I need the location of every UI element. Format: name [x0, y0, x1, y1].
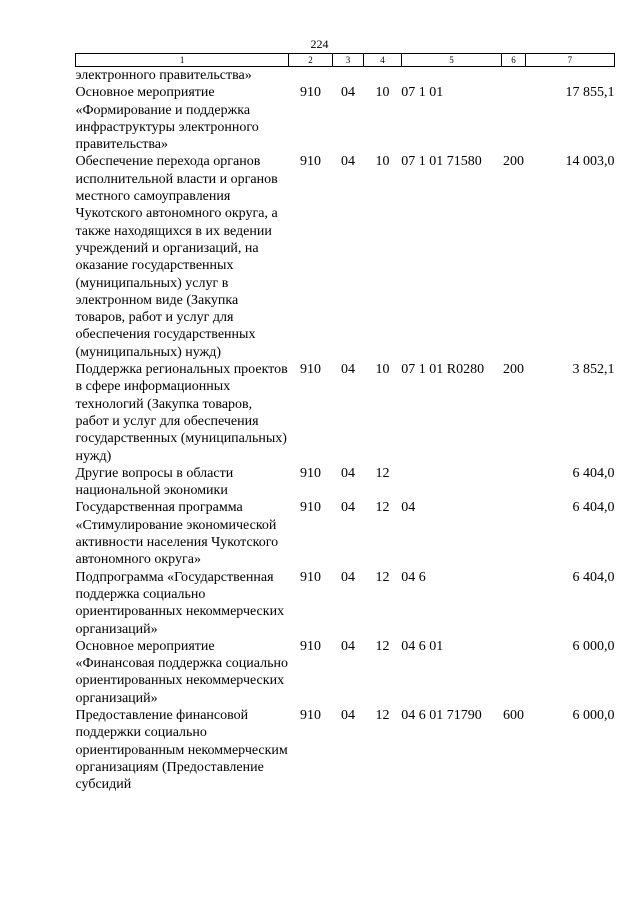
expense-type-code [502, 569, 525, 638]
expense-type-code [502, 84, 525, 153]
table-row [76, 67, 615, 85]
amount: 17 855,1 [565, 85, 615, 101]
page-number: 224 [310, 37, 329, 51]
item-name: Государственная программа «Стимулирование экономической активности населения Чукотского автономного округа» [75, 500, 279, 568]
target-article-code: 04 [401, 500, 416, 516]
subsection-code: 12 [375, 707, 390, 723]
column-header: 3 [332, 54, 363, 67]
target-article-code: 04 6 01 71790 [401, 707, 482, 723]
amount: 6 000,0 [572, 638, 615, 654]
section-code: 04 [341, 500, 356, 516]
expense-type-code [502, 465, 525, 500]
expense-type-code: 200 [502, 362, 524, 378]
ministry-code: 910 [299, 465, 321, 481]
section-code [332, 67, 363, 85]
table-row [76, 569, 615, 638]
budget-table [75, 53, 615, 793]
target-article-code [401, 465, 501, 500]
subsection-code: 10 [375, 154, 390, 170]
target-article-code: 04 6 [401, 569, 426, 585]
expense-type-code: 600 [502, 707, 524, 723]
ministry-code: 910 [299, 362, 321, 378]
column-header: 5 [401, 54, 501, 67]
item-name: Другие вопросы в области национальной экономики [75, 465, 234, 499]
table-row [76, 361, 615, 465]
expense-type-code: 200 [502, 154, 524, 170]
subsection-code: 12 [375, 500, 390, 516]
ministry-code: 910 [299, 638, 321, 654]
item-name: Основное мероприятие «Формирование и поддержка инфраструктуры электронного правительства» [75, 85, 259, 153]
column-number-header-row [76, 54, 615, 67]
subsection-code: 12 [375, 638, 390, 654]
subsection-code [364, 67, 402, 85]
ministry-code: 910 [299, 569, 321, 585]
amount: 3 852,1 [572, 362, 615, 378]
section-code: 04 [341, 569, 356, 585]
section-code: 04 [341, 465, 356, 481]
ministry-code: 910 [299, 154, 321, 170]
column-header: 2 [289, 54, 333, 67]
section-code: 04 [341, 707, 356, 723]
column-header: 1 [76, 54, 289, 67]
subsection-code: 12 [375, 465, 390, 481]
target-article-code: 07 1 01 71580 [401, 154, 482, 170]
table-row [76, 153, 615, 361]
amount [525, 67, 614, 85]
section-code: 04 [341, 154, 356, 170]
column-header: 6 [502, 54, 525, 67]
subsection-code: 10 [375, 85, 390, 101]
subsection-code: 10 [375, 362, 390, 378]
table-row [76, 465, 615, 500]
ministry-code [289, 67, 333, 85]
item-name: электронного правительства» [75, 68, 252, 83]
expense-type-code [502, 67, 525, 85]
amount: 6 404,0 [572, 500, 615, 516]
ministry-code: 910 [299, 500, 321, 516]
amount: 6 404,0 [572, 465, 615, 481]
column-header: 4 [364, 54, 402, 67]
ministry-code: 910 [299, 707, 321, 723]
column-header: 7 [525, 54, 614, 67]
item-name: Подпрограмма «Государственная поддержка социально ориентированных некоммерческих организаций» [75, 569, 285, 637]
table-row [76, 84, 615, 153]
expense-type-code [502, 499, 525, 568]
item-name: Поддержка региональных проектов в сфере информационных технологий (Закупка товаров, работ и услуг для обеспечения государственных (муниципальных) нужд) [75, 362, 288, 464]
target-article-code: 07 1 01 R0280 [401, 362, 485, 378]
item-name: Предоставление финансовой поддержки социально ориентированным некоммерческим организациям (Предоставление субсидий [75, 707, 288, 793]
target-article-code: 07 1 01 [401, 85, 444, 101]
amount: 14 003,0 [565, 154, 615, 170]
amount: 6 000,0 [572, 707, 615, 723]
table-row [76, 707, 615, 793]
table-row [76, 638, 615, 707]
ministry-code: 910 [299, 85, 321, 101]
section-code: 04 [341, 362, 356, 378]
section-code: 04 [341, 85, 356, 101]
target-article-code: 04 6 01 [401, 638, 444, 654]
amount: 6 404,0 [572, 569, 615, 585]
table-row [76, 499, 615, 568]
item-name: Основное мероприятие «Финансовая поддержка социально ориентированных некоммерческих организаций» [75, 638, 288, 706]
section-code: 04 [341, 638, 356, 654]
subsection-code: 12 [375, 569, 390, 585]
target-article-code [401, 67, 501, 85]
expense-type-code [502, 638, 525, 707]
item-name: Обеспечение перехода органов исполнительной власти и органов местного самоуправления Чукотского автономного округа, а также находящихся в их ведении учреждений и организаций, на оказание государственных (муниципальных) услуг в электронном виде (Закупка товаров, работ и услуг для обеспечения государственных (муниципальных) нужд) [75, 154, 278, 360]
